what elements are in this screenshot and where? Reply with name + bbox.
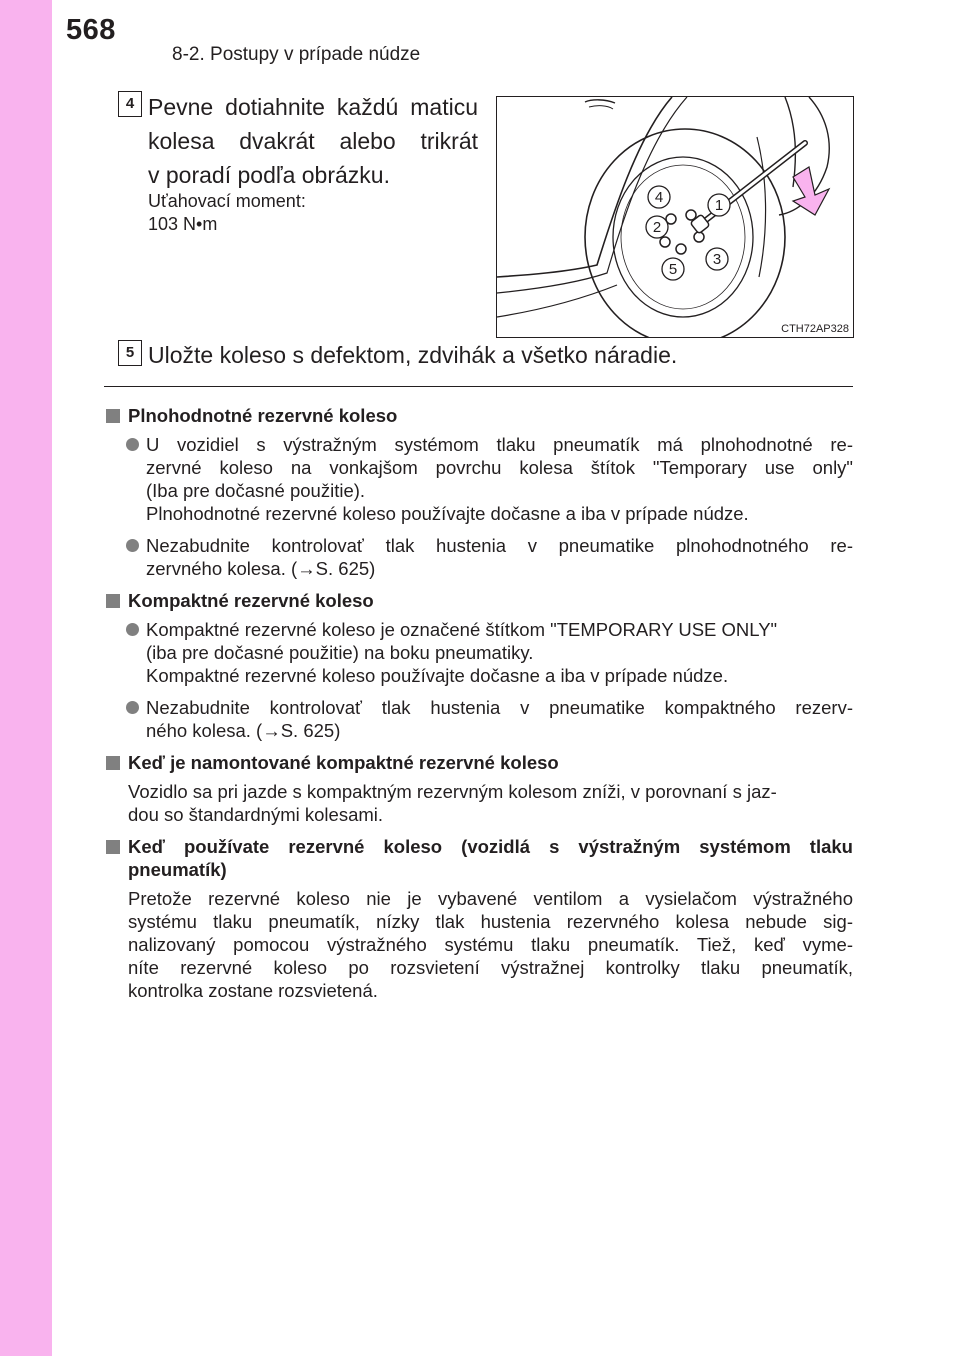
section-divider: [104, 386, 853, 387]
figure-code: CTH72AP328: [781, 323, 849, 335]
text-line: Nezabudnite kontrolovať tlak hustenia v pneumatike plnohodnotného re-: [146, 535, 853, 556]
step-5-badge: 5: [118, 340, 142, 366]
text-line: Kompaktné rezervné koleso je označené štítkom "TEMPORARY USE ONLY": [146, 619, 778, 640]
heading-compact-spare: [104, 589, 853, 612]
square-bullet-icon: [106, 840, 120, 854]
text-line: Plnohodnotné rezervné koleso používajte dočasne a iba v prípade núdze.: [146, 503, 749, 524]
text-line: Vozidlo sa pri jazde s kompaktným rezervným kolesom zníži, v porovnaní s jaz-: [128, 781, 777, 802]
bullet-item: [104, 696, 853, 742]
torque-spec: [148, 190, 306, 236]
bullet-item: [104, 433, 853, 525]
text-line: Pretože rezervné koleso nie je vybavené ventilom a vysielačom výstražného: [128, 888, 853, 909]
page-side-tab: [0, 0, 52, 1356]
square-bullet-icon: [106, 409, 120, 423]
text-line: nalizovaný pomocou výstražného systému tlaku pneumatík. Tiež, keď vyme-: [128, 934, 853, 955]
heading-text: Kompaktné rezervné koleso: [128, 590, 374, 611]
text-line: systému tlaku pneumatík, nízky tlak hustenia rezervného kolesa nebude sig-: [128, 911, 853, 932]
circle-bullet-icon: [126, 701, 139, 714]
text-line: ného kolesa. (→S. 625): [146, 720, 341, 741]
square-bullet-icon: [106, 756, 120, 770]
text-line: kontrolka zostane rozsvietená.: [128, 980, 378, 1001]
heading-compact-spare-installed: [104, 751, 853, 774]
step-4-instruction: [148, 90, 478, 192]
notes-content: [104, 398, 853, 1011]
square-bullet-icon: [106, 594, 120, 608]
step-4-badge: 4: [118, 91, 142, 117]
text-line: Nezabudnite kontrolovať tlak hustenia v pneumatike kompaktného rezerv-: [146, 697, 853, 718]
wheel-nut-tightening-figure: [496, 96, 854, 338]
torque-value: 103 N•m: [148, 214, 218, 234]
step-4-line-2: kolesa dvakrát alebo trikrát: [148, 128, 478, 154]
torque-label: Uťahovací moment:: [148, 191, 306, 211]
page-number: 568: [66, 14, 116, 46]
text-line: Kompaktné rezervné koleso používajte dočasne a iba v prípade núdze.: [146, 665, 729, 686]
callout-3: 3: [712, 251, 722, 268]
text-line: zervného kolesa. (→S. 625): [146, 558, 376, 579]
step-5-instruction: Uložte koleso s defektom, zdvihák a všetko náradie.: [148, 342, 678, 368]
section-title: 8-2. Postupy v prípade núdze: [172, 44, 421, 65]
text-line: zervné koleso na vonkajšom povrchu kolesa štítok "Temporary use only": [146, 457, 853, 478]
circle-bullet-icon: [126, 623, 139, 636]
text-line: (Iba pre dočasné použitie).: [146, 480, 366, 501]
wheel-illustration: [497, 97, 853, 337]
step-4-line-3: v poradí podľa obrázku.: [148, 162, 390, 188]
callout-5: 5: [668, 261, 678, 278]
circle-bullet-icon: [126, 438, 139, 451]
callout-2: 2: [652, 219, 662, 236]
heading-text: Keď je namontované kompaktné rezervné koleso: [128, 752, 559, 773]
bullet-item: [104, 534, 853, 580]
heading-text-line-2: pneumatík): [128, 859, 227, 880]
text-line: dou so štandardnými kolesami.: [128, 804, 384, 825]
text-line: níte rezervné koleso po rozsvietení výstražnej kontrolky tlaku pneumatík,: [128, 957, 853, 978]
circle-bullet-icon: [126, 539, 139, 552]
callout-1: 1: [714, 197, 724, 214]
heading-text: Plnohodnotné rezervné koleso: [128, 405, 398, 426]
step-4-line-1: Pevne dotiahnite každú maticu: [148, 94, 478, 120]
heading-tpms-spare: [104, 835, 853, 881]
heading-text-line-1: Keď používate rezervné koleso (vozidlá s výstražným systémom tlaku: [128, 836, 853, 857]
paragraph: [104, 887, 853, 1002]
paragraph: [104, 780, 853, 826]
callout-4: 4: [654, 189, 664, 206]
bullet-item: [104, 618, 853, 687]
text-line: (iba pre dočasné použitie) na boku pneumatiky.: [146, 642, 534, 663]
text-line: U vozidiel s výstražným systémom tlaku pneumatík má plnohodnotné re-: [146, 434, 853, 455]
heading-full-size-spare: [104, 404, 853, 427]
